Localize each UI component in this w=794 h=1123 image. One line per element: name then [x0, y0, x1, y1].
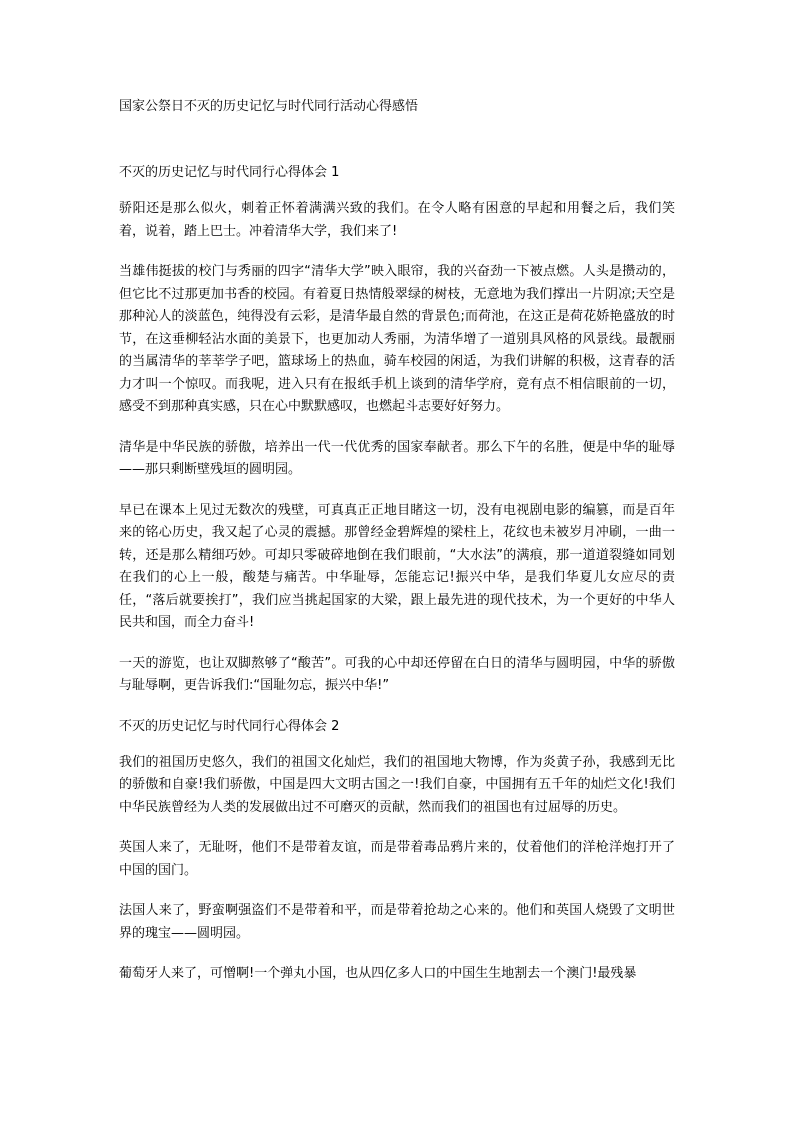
- document-page: [119, 96, 675, 1004]
- section-heading: 不灭的历史记忆与时代同行心得体会 2: [119, 718, 340, 734]
- paragraph: 一天的游览，也让双脚熬够了“酸苦”。可我的心中却还停留在白日的清华与圆明园，中华的骄傲与耻辱啊，更告诉我们:“国耻勿忘，振兴中华!”: [119, 655, 675, 693]
- essay-section-1: [119, 162, 675, 698]
- paragraph: 早已在课本上见过无数次的残壁，可真真正正地目睹这一切，没有电视剧电影的编篡，而是百年来的铭心历史，我又起了心灵的震撼。那曾经金碧辉煌的梁柱上，花纹也未被岁月冲刷，一曲一转，还是那么精细巧妙。可却只零破碎地倒在我们眼前，“大水法”的满痕，那一道道裂缝如同划在我们的心上一般，酸楚与痛苦。中华耻辱，怎能忘记!振兴中华，是我们华夏儿女应尽的责任，“落后就要挨打”，我们应当挑起国家的大梁，跟上最先进的现代技术，为一个更好的中华人民共和国，而全力奋斗!: [119, 502, 675, 630]
- document-title: 国家公祭日不灭的历史记忆与时代同行活动心得感悟: [119, 99, 419, 114]
- paragraph: 法国人来了，野蛮啊强盗们不是带着和平，而是带着抢劫之心来的。他们和英国人烧毁了文明世界的瑰宝——圆明园。: [119, 903, 675, 941]
- paragraph: 英国人来了，无耻呀，他们不是带着友谊，而是带着毒品鸦片来的，仗着他们的洋枪洋炮打开了中国的国门。: [119, 840, 675, 878]
- essay-section-2: [119, 716, 675, 986]
- paragraph: 我们的祖国历史悠久，我们的祖国文化灿烂，我们的祖国地大物博，作为炎黄子孙，我感到无比的骄傲和自豪!我们骄傲，中国是四大文明古国之一!我们自豪，中国拥有五千年的灿烂文化!我们中华民族曾经为人类的发展做出过不可磨灭的贡献，然而我们的祖国也有过屈辱的历史。: [119, 754, 675, 815]
- paragraph: 当雄伟挺拔的校门与秀丽的四字“清华大学”映入眼帘，我的兴奋劲一下被点燃。人头是攒动的，但它比不过那更加书香的校园。有着夏日热情般翠绿的树枝，无意地为我们撑出一片阴凉;天空是那种沁人的淡蓝色，纯得没有云彩，是清华最自然的背景色;而荷池，在这正是荷花娇艳盛放的时节，在这垂柳轻沾水面的美景下，也更加动人秀丽，为清华增了一道别具风格的风景线。最靓丽的当属清华的莘莘学子吧，篮球场上的热血，骑车校园的闲适，为我们讲解的积极，这青春的活力才叫一个惊叹。而我呢，进入只有在报纸手机上谈到的清华学府，竟有点不相信眼前的一切，感受不到那种真实感，只在心中默默感叹，也燃起斗志要好好努力。: [119, 264, 675, 414]
- paragraph: 葡萄牙人来了，可憎啊!一个弹丸小国，也从四亿多人口的中国生生地割去一个澳门!最残暴: [119, 966, 637, 981]
- paragraph: 骄阳还是那么似火，刺着正怀着满满兴致的我们。在令人略有困意的早起和用餐之后，我们笑着，说着，踏上巴士。冲着清华大学，我们来了!: [119, 201, 675, 239]
- paragraph: 清华是中华民族的骄傲，培养出一代一代优秀的国家奉献者。那么下午的名胜，便是中华的耻辱——那只剩断壁残垣的圆明园。: [119, 439, 675, 477]
- section-heading: 不灭的历史记忆与时代同行心得体会 1: [119, 165, 340, 180]
